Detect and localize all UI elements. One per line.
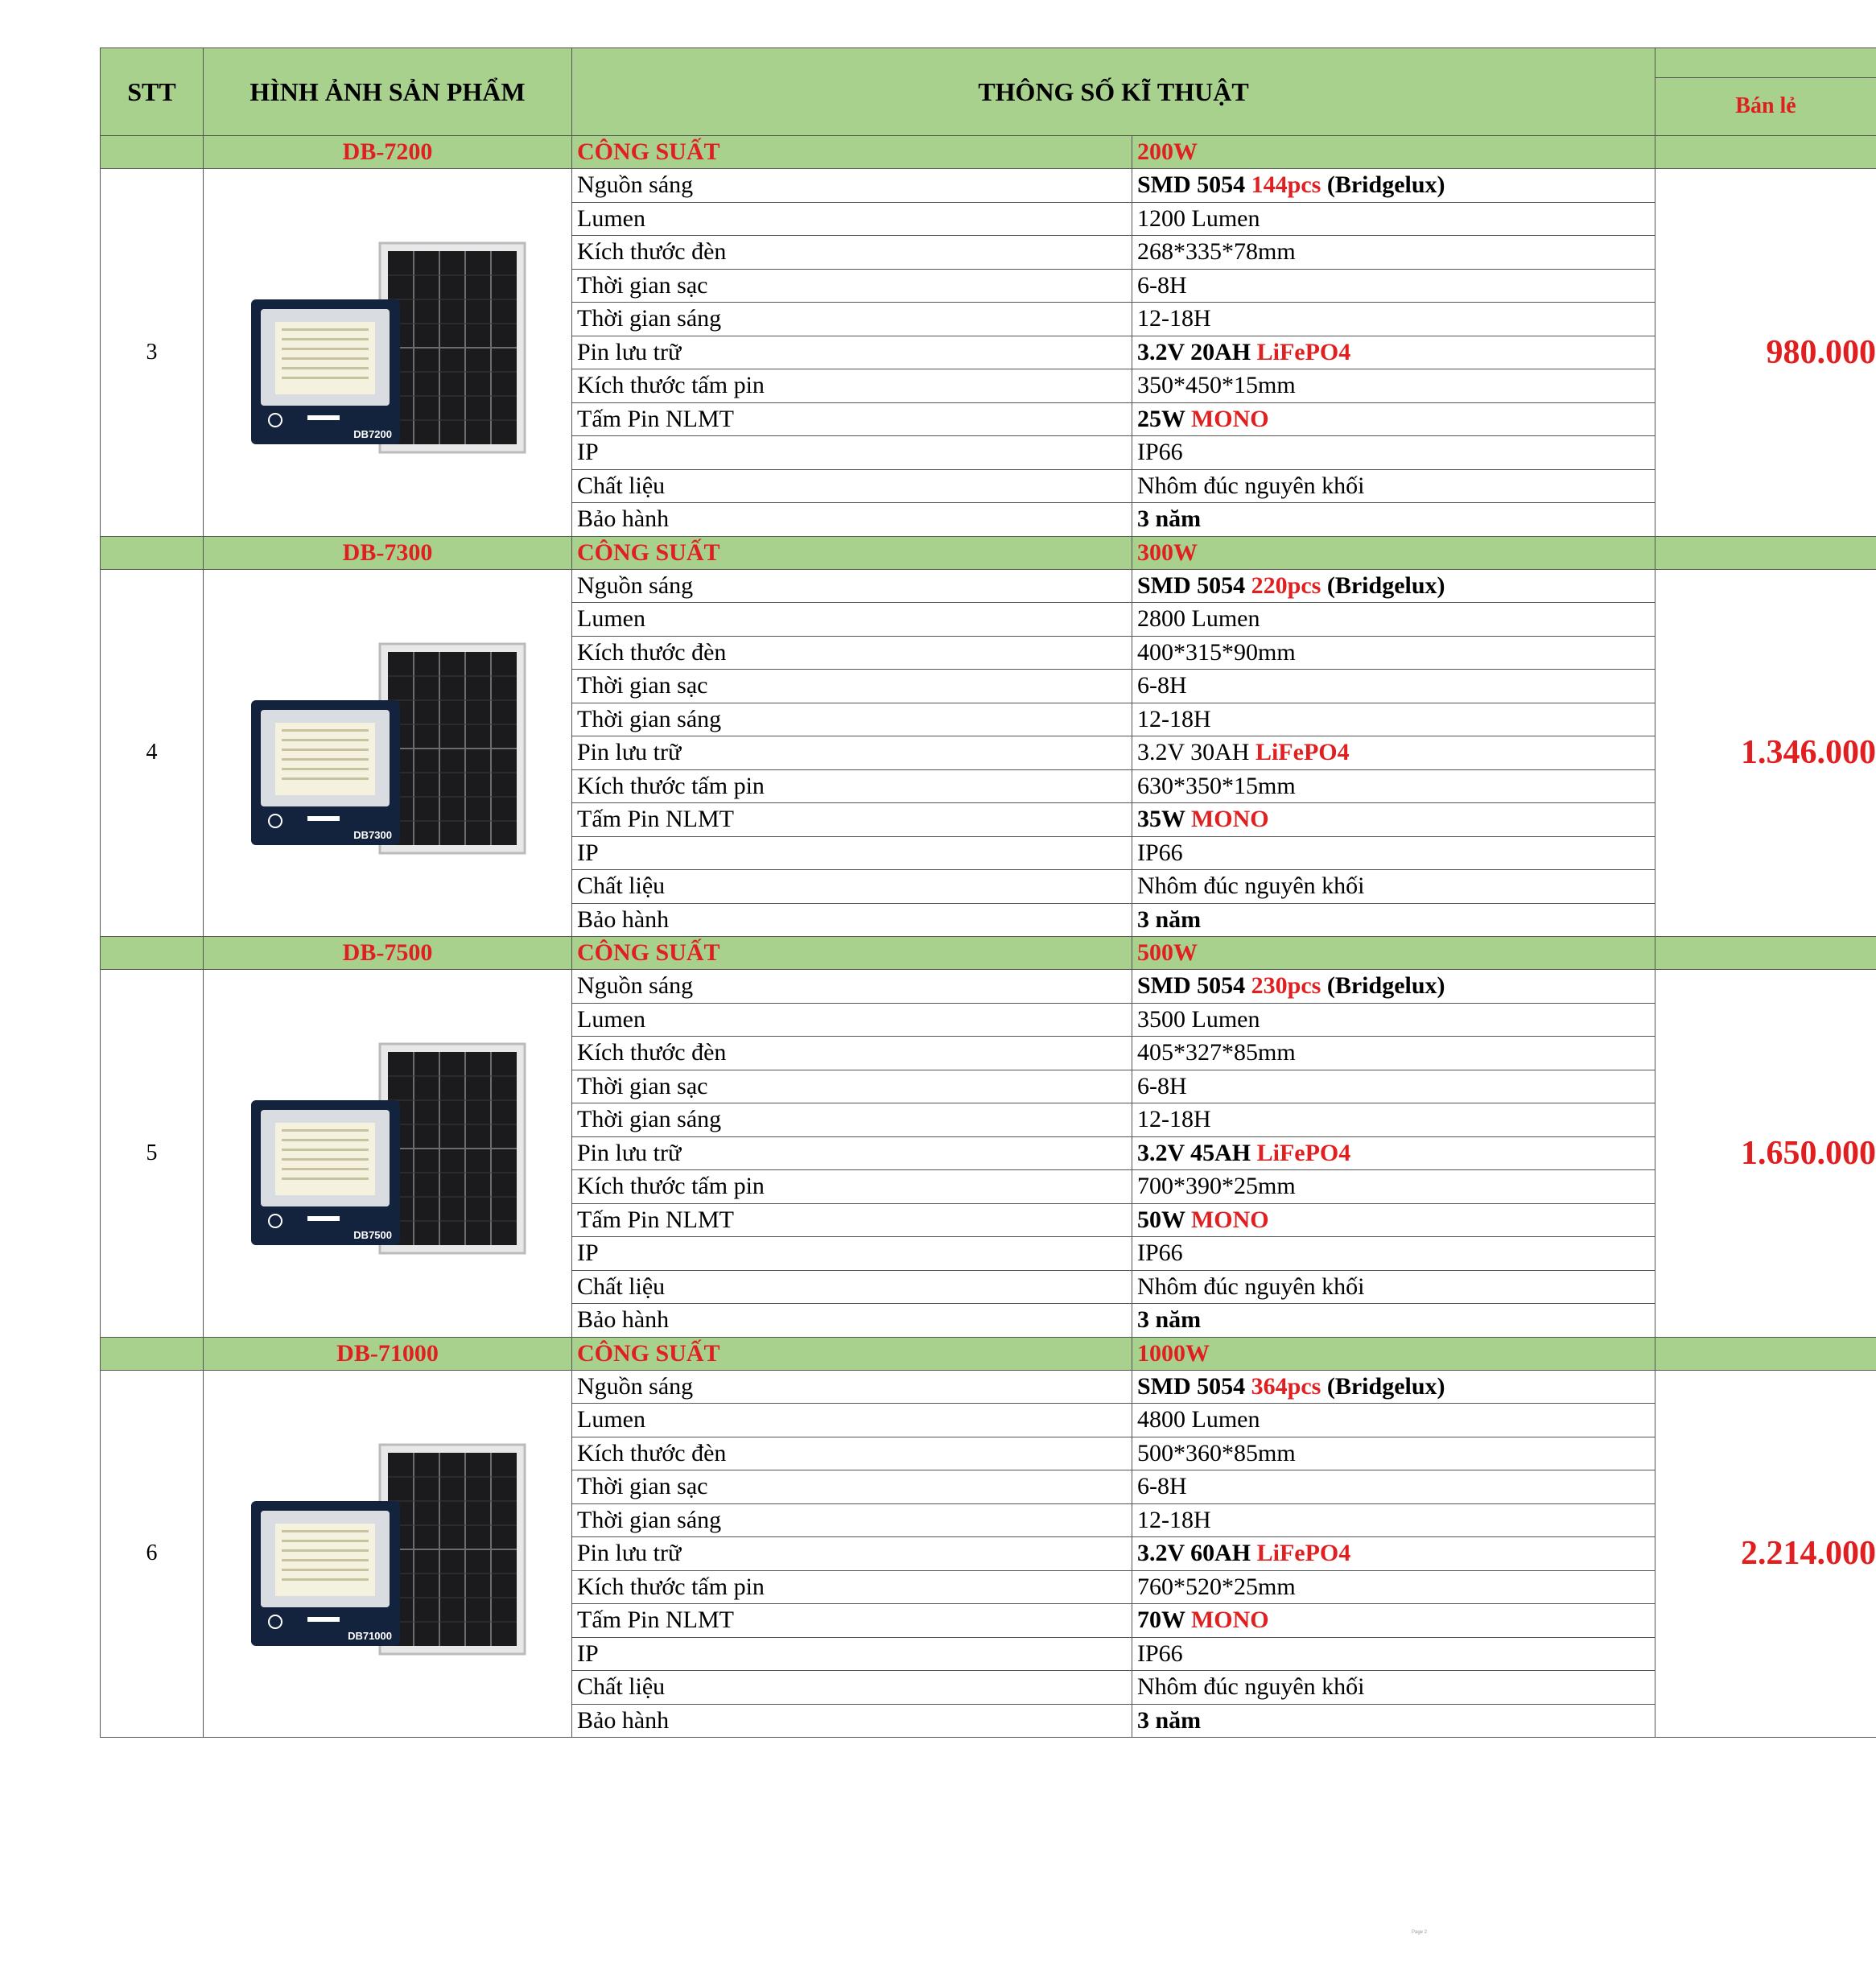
spec-value [1132,1570,1655,1604]
product-stt: 3 [101,169,204,537]
retail-price: 1.346.000 [1655,569,1876,937]
spec-value-part: 350*450*15mm [1137,372,1296,399]
header-retail-label: Bán lẻ [1735,93,1796,118]
spec-label: Kích thước đèn [572,636,1132,670]
spec-value-part: IP66 [1137,1239,1183,1267]
header-stt: STT [101,48,204,136]
spec-value-part: 6-8H [1137,1473,1187,1500]
spec-label: Thời gian sạc [572,269,1132,303]
header-specs: THÔNG SỐ KĨ THUẬT [572,48,1655,136]
table-header-row [101,48,1876,136]
header-image: HÌNH ẢNH SẢN PHẨM [204,48,572,136]
spec-value [1132,836,1655,870]
spec-value [1132,169,1655,203]
retail-price: 980.000 [1655,169,1876,537]
spec-row [101,169,1876,203]
power-value: 1000W [1132,1337,1655,1370]
spec-label: Thời gian sáng [572,1503,1132,1537]
group-stt-blank [101,937,204,970]
spec-value-part: IP66 [1137,1639,1183,1667]
spec-value-part: 3.2V 20AH [1137,338,1257,365]
spec-label: Thời gian sạc [572,1470,1132,1504]
spec-value-part: 6-8H [1137,672,1187,699]
spec-value-part: 230pcs [1251,972,1321,1000]
spec-label: Kích thước tấm pin [572,369,1132,403]
spec-value [1132,202,1655,236]
spec-value-part: SMD 5054 [1137,571,1251,599]
spec-value [1132,703,1655,736]
spec-value-part: 2800 Lumen [1137,605,1260,633]
spec-label: Kích thước đèn [572,1437,1132,1470]
spec-value [1132,469,1655,503]
spec-label: Chất liệu [572,870,1132,904]
spec-value-part: 3.2V 60AH [1137,1540,1257,1567]
solar-panel-icon [380,1044,525,1253]
spec-value-part: LiFePO4 [1255,739,1350,766]
spec-label: IP [572,836,1132,870]
spec-value [1132,503,1655,537]
spec-value [1132,1003,1655,1037]
spec-label: Tấm Pin NLMT [572,803,1132,837]
spec-value-part: IP66 [1137,439,1183,466]
spec-value-part: 364pcs [1251,1372,1321,1400]
spec-value [1132,1070,1655,1103]
spec-value-part: MONO [1190,806,1269,833]
product-image [243,636,533,861]
spec-value [1132,402,1655,436]
product-image-label: DB7300 [353,828,392,841]
spec-label: Thời gian sáng [572,1103,1132,1137]
spec-label: Thời gian sáng [572,703,1132,736]
spec-value-part: 220pcs [1251,571,1321,599]
spec-value [1132,303,1655,336]
page-number: Page 2 [1412,1930,1428,1935]
spec-value [1132,1437,1655,1470]
spec-value-part: 630*350*15mm [1137,772,1296,799]
spec-label: Bảo hành [572,903,1132,937]
spec-value-part: SMD 5054 [1137,1372,1251,1400]
spec-value [1132,269,1655,303]
spec-label: Lumen [572,1404,1132,1437]
power-label: CÔNG SUẤT [572,937,1132,970]
spec-label: Bảo hành [572,503,1132,537]
spec-value [1132,1370,1655,1404]
spec-row [101,970,1876,1004]
spec-value [1132,1270,1655,1304]
spec-value-part: 50W [1137,1206,1191,1233]
spec-label: Pin lưu trữ [572,1136,1132,1170]
spec-value-part: 760*520*25mm [1137,1573,1296,1600]
group-price-blank [1655,536,1876,569]
spec-label: Thời gian sạc [572,1070,1132,1103]
spec-value [1132,803,1655,837]
spec-value [1132,1637,1655,1671]
product-stt: 4 [101,569,204,937]
spec-value-part: MONO [1190,1606,1269,1634]
spec-value [1132,1136,1655,1170]
spec-label: Kích thước tấm pin [572,1570,1132,1604]
spec-value [1132,336,1655,369]
spec-value-part: Nhôm đúc nguyên khối [1137,1272,1365,1300]
spec-label: IP [572,436,1132,470]
spec-value-part: (Bridgelux) [1321,571,1445,599]
spec-value-part: 6-8H [1137,1072,1187,1099]
spec-value-part: MONO [1190,1206,1269,1233]
spec-label: Thời gian sạc [572,670,1132,703]
spec-value-part: 12-18H [1137,1106,1211,1133]
spec-value-part: 400*315*90mm [1137,638,1296,666]
spec-value [1132,1671,1655,1705]
spec-value-part: 70W [1137,1606,1191,1634]
spec-label: IP [572,1237,1132,1271]
spec-value [1132,1237,1655,1271]
spec-label: Tấm Pin NLMT [572,402,1132,436]
spec-value-part: (Bridgelux) [1321,972,1445,1000]
product-image-cell [204,970,572,1338]
spec-row [101,569,1876,603]
spec-label: Chất liệu [572,1671,1132,1705]
spec-value-part: SMD 5054 [1137,171,1251,199]
spec-label: Nguồn sáng [572,169,1132,203]
spec-value [1132,436,1655,470]
spec-value-part: 4800 Lumen [1137,1406,1260,1433]
spec-value [1132,603,1655,637]
spec-value [1132,1537,1655,1571]
power-value: 200W [1132,136,1655,169]
spec-label: Pin lưu trữ [572,336,1132,369]
spec-value [1132,636,1655,670]
spec-value-part: 405*327*85mm [1137,1039,1296,1066]
spec-value [1132,1037,1655,1070]
price-table [100,47,1876,1738]
spec-value-part: 268*335*78mm [1137,238,1296,266]
spec-value [1132,1304,1655,1338]
spec-label: Pin lưu trữ [572,1537,1132,1571]
product-image-label: DB7500 [353,1229,392,1242]
spec-label: Chất liệu [572,469,1132,503]
spec-label: Chất liệu [572,1270,1132,1304]
product-model: DB-71000 [204,1337,572,1370]
power-label: CÔNG SUẤT [572,136,1132,169]
spec-value [1132,1604,1655,1638]
spec-value-part: 25W [1137,405,1191,432]
spec-label: Lumen [572,202,1132,236]
spec-value [1132,736,1655,770]
spec-label: Tấm Pin NLMT [572,1604,1132,1638]
spec-label: Kích thước đèn [572,236,1132,270]
spec-value-part: LiFePO4 [1256,338,1351,365]
floodlight-icon [251,1501,400,1646]
group-stt-blank [101,136,204,169]
product-stt: 5 [101,970,204,1338]
spec-label: Tấm Pin NLMT [572,1203,1132,1237]
spec-value [1132,1203,1655,1237]
product-group-row [101,136,1876,169]
power-label: CÔNG SUẤT [572,536,1132,569]
product-image-label: DB71000 [347,1629,392,1642]
solar-panel-icon [380,1445,525,1654]
product-image-label: DB7200 [353,428,392,441]
product-image-cell [204,1370,572,1738]
spec-row [101,1370,1876,1404]
spec-label: Kích thước đèn [572,1037,1132,1070]
spec-value-part: 500*360*85mm [1137,1439,1296,1466]
spec-label: IP [572,1637,1132,1671]
solar-panel-icon [380,644,525,853]
product-group-row [101,937,1876,970]
spec-value-part: 700*390*25mm [1137,1173,1296,1200]
product-model: DB-7200 [204,136,572,169]
spec-label: Nguồn sáng [572,569,1132,603]
spec-value-part: 3.2V 30AH [1137,739,1255,766]
spec-label: Lumen [572,603,1132,637]
product-group-row [101,1337,1876,1370]
spec-value-part: Nhôm đúc nguyên khối [1137,1673,1365,1701]
spec-value [1132,670,1655,703]
product-stt: 6 [101,1370,204,1738]
spec-value [1132,369,1655,403]
spec-value [1132,970,1655,1004]
spec-label: Kích thước tấm pin [572,1170,1132,1204]
group-price-blank [1655,136,1876,169]
product-image [243,1437,533,1662]
spec-label: Pin lưu trữ [572,736,1132,770]
spec-label: Bảo hành [572,1304,1132,1338]
spec-value [1132,1503,1655,1537]
group-price-blank [1655,937,1876,970]
spec-label: Bảo hành [572,1704,1132,1738]
product-model: DB-7300 [204,536,572,569]
power-label: CÔNG SUẤT [572,1337,1132,1370]
spec-value-part: 35W [1137,806,1191,833]
spec-value [1132,769,1655,803]
product-model: DB-7500 [204,937,572,970]
spec-value-part: 3 năm [1137,905,1202,933]
spec-value [1132,569,1655,603]
product-group-row [101,536,1876,569]
spec-value-part: 3 năm [1137,1706,1202,1734]
product-image [243,235,533,460]
spec-label: Kích thước tấm pin [572,769,1132,803]
spec-value-part: MONO [1190,405,1269,432]
spec-value-part: (Bridgelux) [1321,171,1445,199]
spec-value [1132,1404,1655,1437]
power-value: 300W [1132,536,1655,569]
spec-value-part: SMD 5054 [1137,972,1251,1000]
spec-value-part: 3500 Lumen [1137,1005,1260,1033]
spec-value [1132,870,1655,904]
product-image [243,1036,533,1261]
spec-label: Nguồn sáng [572,1370,1132,1404]
spec-value-part: 12-18H [1137,305,1211,332]
floodlight-icon [251,299,400,444]
spec-value [1132,903,1655,937]
floodlight-icon [251,1100,400,1245]
spec-value-part: 144pcs [1251,171,1321,199]
spec-value-part: 3.2V 45AH [1137,1139,1257,1166]
spec-value [1132,1470,1655,1504]
spec-value [1132,1170,1655,1204]
group-stt-blank [101,1337,204,1370]
floodlight-icon [251,700,400,845]
spec-label: Lumen [572,1003,1132,1037]
spec-value-part: 12-18H [1137,1506,1211,1533]
spec-value-part: 12-18H [1137,705,1211,732]
group-stt-blank [101,536,204,569]
spec-value-part: LiFePO4 [1256,1139,1351,1166]
spec-value [1132,1704,1655,1738]
spec-value-part: Nhôm đúc nguyên khối [1137,472,1365,499]
group-price-blank [1655,1337,1876,1370]
spec-value [1132,236,1655,270]
spec-value-part: 1200 Lumen [1137,204,1260,232]
solar-panel-icon [380,243,525,452]
spec-value-part: LiFePO4 [1256,1540,1351,1567]
header-retail [1655,48,1876,136]
spec-label: Thời gian sáng [572,303,1132,336]
product-image-cell [204,169,572,537]
spec-value-part: 6-8H [1137,271,1187,299]
spec-value [1132,1103,1655,1137]
spec-label: Nguồn sáng [572,970,1132,1004]
spec-value-part: (Bridgelux) [1321,1372,1445,1400]
spec-value-part: IP66 [1137,839,1183,866]
power-value: 500W [1132,937,1655,970]
spec-value-part: 3 năm [1137,505,1202,533]
product-image-cell [204,569,572,937]
retail-price: 2.214.000 [1655,1370,1876,1738]
retail-price: 1.650.000 [1655,970,1876,1338]
spec-value-part: 3 năm [1137,1306,1202,1334]
spec-value-part: Nhôm đúc nguyên khối [1137,872,1365,900]
